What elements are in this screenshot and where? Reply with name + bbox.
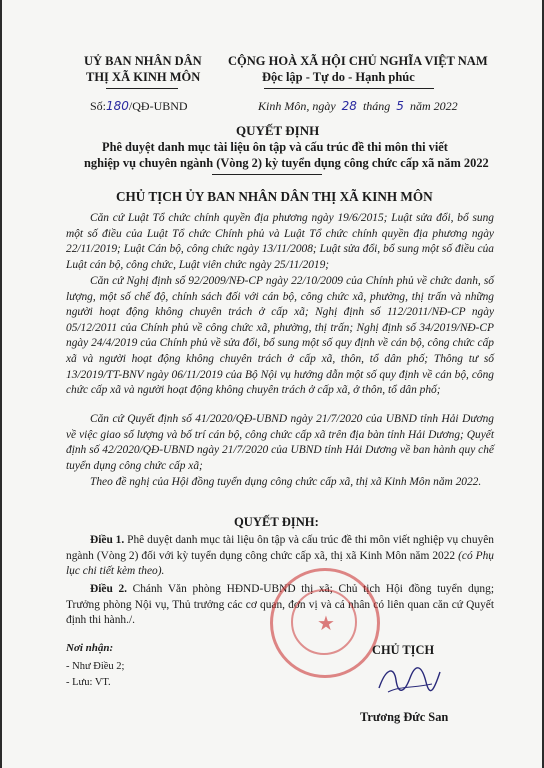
date-day-handwritten: 28 bbox=[341, 99, 357, 113]
doc-number-prefix: Số: bbox=[90, 99, 107, 113]
preamble-paragraph-2: Căn cứ Nghị định số 92/2009/NĐ-CP ngày 22/10/2009 của Chính phủ về chức danh, số lượng, một số chế độ, chính sách đối với cán bộ, công chức xã, phường, thị trấn và những người hoạt động không chuyên trách ở cấp xã; Nghị định số 112/2011/NĐ-CP ngày 05/12/2011 của Chính phủ về công chức xã, phường, thị trấn; Nghị định số 34/2019/NĐ-CP ngày 24/4/2019 của Chính phủ về sửa đổi, bổ sung một số quy định về cán bộ, công chức cấp xã và người hoạt động không chuyên trách ở cấp xã, thôn, tổ dân phố; Thông tư số 13/2019/TT-BNV ngày 06/11/2019 của Bộ Nội vụ hướng dẫn một số quy định về cán bộ, công chức cấp xã và người hoạt động không chuyên trách ở cấp xã, ở thôn, tổ dân phố; bbox=[66, 275, 494, 397]
decision-heading: QUYẾT ĐỊNH: bbox=[234, 515, 319, 529]
motto-underline bbox=[264, 88, 434, 89]
signer-title: CHỦ TỊCH bbox=[372, 643, 435, 657]
article-1-label: Điều 1. bbox=[90, 534, 125, 546]
title-underline bbox=[212, 174, 322, 175]
document-number bbox=[90, 99, 188, 114]
recipient-item-1: - Như Điều 2; bbox=[66, 661, 125, 672]
issuer-underline bbox=[106, 88, 178, 89]
date-prefix: Kinh Môn, ngày bbox=[258, 99, 336, 113]
issuer-name: UỶ BAN NHÂN DÂN bbox=[84, 54, 202, 68]
article-2-text: Chánh Văn phòng HĐND-UBND thị xã; Chủ tịch Hội đồng tuyển dụng; Trưởng phòng Nội vụ, Thủ trưởng các cơ quan, đơn vị và cá nhân có liên quan căn cứ Quyết định thi hành./. bbox=[66, 583, 494, 627]
doc-number-handwritten: 180 bbox=[106, 99, 129, 113]
handwritten-signature bbox=[374, 660, 444, 700]
preamble-paragraph-3: Căn cứ Quyết định số 41/2020/QĐ-UBND ngày 21/7/2020 của UBND tỉnh Hải Dương về việc giao số lượng và bố trí cán bộ, công chức cấp xã trên địa bàn tỉnh Hải Dương; Quyết định số 42/2020/QĐ-UBND ngày 21/7/2020 của UBND tỉnh Hải Dương về ban hành quy chế tuyển dụng công chức cấp xã; bbox=[66, 413, 494, 472]
article-1 bbox=[66, 533, 494, 580]
date-year: năm 2022 bbox=[409, 99, 458, 113]
document-title-line2: nghiệp vụ chuyên ngành (Vòng 2) kỳ tuyển dụng công chức cấp xã năm 2022 bbox=[84, 156, 489, 170]
preamble-paragraph-4: Theo đề nghị của Hội đồng tuyển dụng công chức cấp xã, thị xã Kinh Môn năm 2022. bbox=[90, 476, 482, 488]
recipients-heading: Nơi nhận: bbox=[66, 642, 114, 654]
document-date bbox=[258, 99, 458, 114]
doc-number-suffix: /QĐ-UBND bbox=[128, 99, 188, 113]
signer-name: Trương Đức San bbox=[360, 710, 449, 724]
document-title-line1: Phê duyệt danh mục tài liệu ôn tập và cấu trúc đề thi môn thi viết bbox=[102, 140, 448, 154]
recipient-item-2: - Lưu: VT. bbox=[66, 677, 111, 688]
article-2-label: Điều 2. bbox=[90, 583, 127, 595]
national-motto: Độc lập - Tự do - Hạnh phúc bbox=[262, 70, 415, 84]
article-1-text: Phê duyệt danh mục tài liệu ôn tập và cấu trúc đề thi môn viết nghiệp vụ chuyên ngành (Vòng 2) đối với kỳ tuyển dụng công chức cấp xã, thị xã Kinh Môn năm 2022 bbox=[66, 534, 494, 562]
preamble-paragraph-1: Căn cứ Luật Tổ chức chính quyền địa phương ngày 19/6/2015; Luật sửa đổi, bổ sung một số điều của Luật Tổ chức Chính phủ và Luật Tổ chức chính quyền địa phương ngày 22/11/2019; Luật Cán bộ, công chức ngày 13/11/2008; Luật sửa đổi, bổ sung một số điều của Luật cán bộ, công chức, Luật viên chức ngày 25/11/2019; bbox=[66, 212, 494, 271]
official-seal bbox=[270, 568, 380, 678]
date-month-label: tháng bbox=[362, 99, 391, 113]
issuing-authority: CHỦ TỊCH ỦY BAN NHÂN DÂN THỊ XÃ KINH MÔN bbox=[116, 189, 433, 204]
date-month-handwritten: 5 bbox=[396, 99, 404, 113]
document-type: QUYẾT ĐỊNH bbox=[236, 123, 320, 138]
article-1-note: (có Phụ lục chi tiết kèm theo). bbox=[66, 549, 494, 578]
seal-star-icon: ★ bbox=[317, 613, 335, 635]
issuer-district: THỊ XÃ KINH MÔN bbox=[86, 70, 201, 84]
national-title: CỘNG HOÀ XÃ HỘI CHỦ NGHĨA VIỆT NAM bbox=[228, 54, 488, 68]
document-page bbox=[2, 0, 542, 768]
